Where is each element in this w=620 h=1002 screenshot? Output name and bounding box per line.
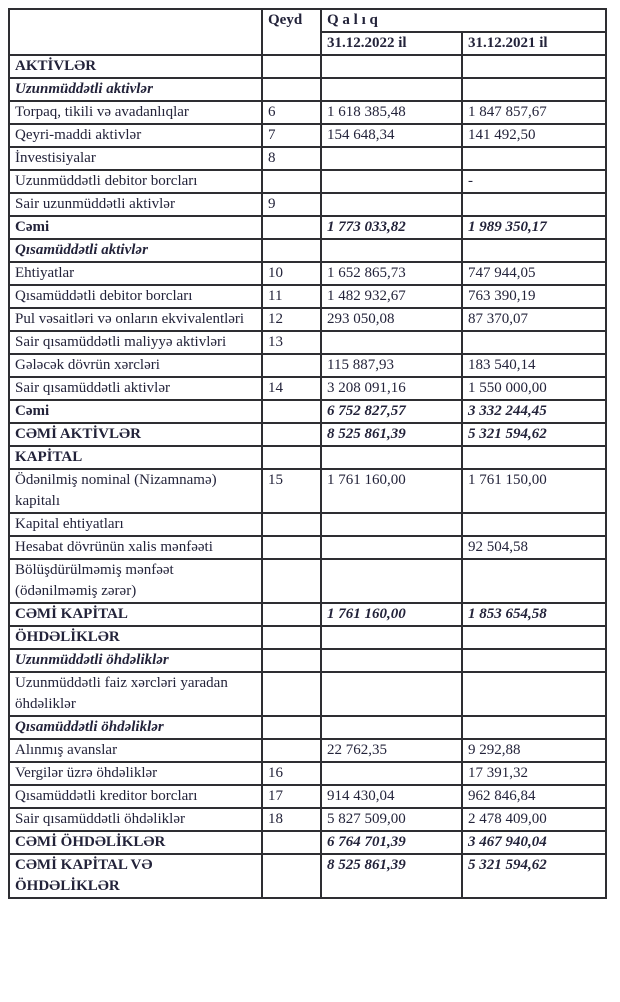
qeyd-cell [262, 536, 321, 559]
value-2021-cell: 5 321 594,62 [462, 854, 606, 898]
value-2022-cell [321, 193, 462, 216]
table-row [9, 672, 606, 716]
value-2022-cell: 1 482 932,67 [321, 285, 462, 308]
value-2021-cell: 141 492,50 [462, 124, 606, 147]
row-label-cell: ÖHDƏLİKLƏR [9, 626, 262, 649]
qeyd-cell: 9 [262, 193, 321, 216]
table-row [9, 331, 606, 354]
value-2022-cell: 6 764 701,39 [321, 831, 462, 854]
qeyd-cell [262, 649, 321, 672]
column-header-2021: 31.12.2021 il [462, 32, 606, 55]
row-label-cell: Sair qısamüddətli öhdəliklər [9, 808, 262, 831]
value-2022-cell: 1 761 160,00 [321, 603, 462, 626]
value-2021-cell [462, 513, 606, 536]
qeyd-cell: 18 [262, 808, 321, 831]
value-2021-cell: 92 504,58 [462, 536, 606, 559]
row-label-cell: CƏMİ ÖHDƏLİKLƏR [9, 831, 262, 854]
table-row [9, 124, 606, 147]
row-label-cell: CƏMİ KAPİTAL [9, 603, 262, 626]
value-2022-cell: 3 208 091,16 [321, 377, 462, 400]
row-label-cell: Torpaq, tikili və avadanlıqlar [9, 101, 262, 124]
value-2022-cell [321, 239, 462, 262]
qeyd-cell [262, 672, 321, 716]
table-row [9, 716, 606, 739]
row-label-cell: Qısamüddətli kreditor borcları [9, 785, 262, 808]
qeyd-cell [262, 170, 321, 193]
value-2021-cell [462, 626, 606, 649]
table-row [9, 170, 606, 193]
value-2022-cell: 154 648,34 [321, 124, 462, 147]
qeyd-cell [262, 716, 321, 739]
value-2021-cell: 962 846,84 [462, 785, 606, 808]
value-2021-cell [462, 672, 606, 716]
qeyd-cell: 11 [262, 285, 321, 308]
qeyd-cell: 14 [262, 377, 321, 400]
qeyd-cell [262, 423, 321, 446]
row-label-cell: Cəmi [9, 216, 262, 239]
table-row [9, 147, 606, 170]
value-2021-cell [462, 716, 606, 739]
value-2021-cell: 1 550 000,00 [462, 377, 606, 400]
table-row [9, 513, 606, 536]
table-row [9, 377, 606, 400]
value-2021-cell: 1 989 350,17 [462, 216, 606, 239]
qeyd-column-header: Qeyd [262, 9, 321, 55]
table-row [9, 78, 606, 101]
table-row [9, 536, 606, 559]
value-2022-cell [321, 559, 462, 603]
qeyd-cell: 12 [262, 308, 321, 331]
qeyd-cell [262, 603, 321, 626]
value-2022-cell [321, 536, 462, 559]
qeyd-cell [262, 55, 321, 78]
row-label-cell: Pul vəsaitləri və onların ekvivalentləri [9, 308, 262, 331]
qeyd-cell [262, 400, 321, 423]
balance-sheet-table [8, 8, 607, 899]
value-2021-cell: 3 467 940,04 [462, 831, 606, 854]
value-2022-cell: 1 618 385,48 [321, 101, 462, 124]
value-2021-cell: 9 292,88 [462, 739, 606, 762]
value-2022-cell [321, 626, 462, 649]
row-label-cell: Qısamüddətli debitor borcları [9, 285, 262, 308]
row-label-cell: CƏMİ AKTİVLƏR [9, 423, 262, 446]
table-row [9, 101, 606, 124]
row-label-cell: Uzunmüddətli aktivlər [9, 78, 262, 101]
row-label-cell: Sair qısamüddətli aktivlər [9, 377, 262, 400]
row-label-cell: Uzunmüddətli debitor borcları [9, 170, 262, 193]
value-2021-cell: 763 390,19 [462, 285, 606, 308]
row-label-cell: Kapital ehtiyatları [9, 513, 262, 536]
value-2021-cell [462, 559, 606, 603]
table-row [9, 762, 606, 785]
qeyd-cell [262, 446, 321, 469]
value-2021-cell: 1 847 857,67 [462, 101, 606, 124]
table-row [9, 559, 606, 603]
value-2021-cell: 3 332 244,45 [462, 400, 606, 423]
row-label-cell: Qısamüddətli öhdəliklər [9, 716, 262, 739]
header-row-1 [9, 9, 606, 32]
row-label-cell: Cəmi [9, 400, 262, 423]
value-2022-cell: 5 827 509,00 [321, 808, 462, 831]
qeyd-cell [262, 216, 321, 239]
row-label-cell: İnvestisiyalar [9, 147, 262, 170]
column-header-2022: 31.12.2022 il [321, 32, 462, 55]
value-2022-cell [321, 649, 462, 672]
value-2021-cell: 1 853 654,58 [462, 603, 606, 626]
row-label-cell: Qısamüddətli aktivlər [9, 239, 262, 262]
value-2022-cell: 1 761 160,00 [321, 469, 462, 513]
row-label-cell: KAPİTAL [9, 446, 262, 469]
value-2021-cell: 747 944,05 [462, 262, 606, 285]
value-2021-cell [462, 78, 606, 101]
value-2022-cell [321, 672, 462, 716]
table-row [9, 354, 606, 377]
value-2021-cell [462, 147, 606, 170]
qeyd-cell: 10 [262, 262, 321, 285]
value-2022-cell: 1 652 865,73 [321, 262, 462, 285]
value-2021-cell: 1 761 150,00 [462, 469, 606, 513]
table-row [9, 285, 606, 308]
table-row [9, 854, 606, 898]
table-row [9, 216, 606, 239]
qeyd-cell [262, 559, 321, 603]
qeyd-cell: 15 [262, 469, 321, 513]
row-label-cell: Ödənilmiş nominal (Nizamnamə) kapitalı [9, 469, 262, 513]
table-row [9, 446, 606, 469]
value-2021-cell [462, 239, 606, 262]
table-row [9, 55, 606, 78]
value-2022-cell: 8 525 861,39 [321, 423, 462, 446]
value-2021-cell [462, 55, 606, 78]
value-2022-cell: 293 050,08 [321, 308, 462, 331]
table-row [9, 469, 606, 513]
table-row [9, 831, 606, 854]
value-2022-cell: 8 525 861,39 [321, 854, 462, 898]
qeyd-cell [262, 513, 321, 536]
row-label-cell: Uzunmüddətli öhdəliklər [9, 649, 262, 672]
table-header [9, 9, 606, 55]
row-label-cell: Alınmış avanslar [9, 739, 262, 762]
corner-cell [9, 9, 262, 55]
value-2022-cell [321, 762, 462, 785]
qeyd-cell: 16 [262, 762, 321, 785]
qaliq-column-group-header: Q a l ı q [321, 9, 606, 32]
value-2021-cell [462, 649, 606, 672]
table-row [9, 626, 606, 649]
qeyd-cell [262, 626, 321, 649]
value-2022-cell [321, 147, 462, 170]
row-label-cell: Hesabat dövrünün xalis mənfəəti [9, 536, 262, 559]
table-row [9, 193, 606, 216]
qeyd-cell [262, 854, 321, 898]
value-2022-cell: 6 752 827,57 [321, 400, 462, 423]
value-2021-cell: 87 370,07 [462, 308, 606, 331]
value-2022-cell [321, 170, 462, 193]
row-label-cell: Sair qısamüddətli maliyyə aktivləri [9, 331, 262, 354]
value-2021-cell [462, 193, 606, 216]
value-2021-cell: - [462, 170, 606, 193]
qeyd-cell: 8 [262, 147, 321, 170]
row-label-cell: Bölüşdürülməmiş mənfəət (ödənilməmiş zərər) [9, 559, 262, 603]
row-label-cell: Gələcək dövrün xərcləri [9, 354, 262, 377]
table-body [9, 55, 606, 898]
table-row [9, 603, 606, 626]
value-2021-cell: 5 321 594,62 [462, 423, 606, 446]
qeyd-cell: 13 [262, 331, 321, 354]
row-label-cell: Sair uzunmüddətli aktivlər [9, 193, 262, 216]
row-label-cell: AKTİVLƏR [9, 55, 262, 78]
qeyd-cell [262, 354, 321, 377]
qeyd-cell: 17 [262, 785, 321, 808]
row-label-cell: Uzunmüddətli faiz xərcləri yaradan öhdəliklər [9, 672, 262, 716]
value-2021-cell: 17 391,32 [462, 762, 606, 785]
table-row [9, 785, 606, 808]
table-row [9, 423, 606, 446]
value-2021-cell [462, 446, 606, 469]
value-2022-cell: 22 762,35 [321, 739, 462, 762]
qeyd-cell [262, 78, 321, 101]
qeyd-cell [262, 831, 321, 854]
table-row [9, 308, 606, 331]
table-row [9, 739, 606, 762]
value-2022-cell [321, 331, 462, 354]
table-row [9, 649, 606, 672]
value-2022-cell: 1 773 033,82 [321, 216, 462, 239]
value-2022-cell [321, 513, 462, 536]
row-label-cell: CƏMİ KAPİTAL VƏ ÖHDƏLİKLƏR [9, 854, 262, 898]
qeyd-cell [262, 239, 321, 262]
table-row [9, 400, 606, 423]
value-2022-cell [321, 78, 462, 101]
table-row [9, 808, 606, 831]
row-label-cell: Qeyri-maddi aktivlər [9, 124, 262, 147]
table-row [9, 262, 606, 285]
table-row [9, 239, 606, 262]
value-2022-cell [321, 55, 462, 78]
row-label-cell: Vergilər üzrə öhdəliklər [9, 762, 262, 785]
value-2021-cell: 2 478 409,00 [462, 808, 606, 831]
qeyd-cell: 7 [262, 124, 321, 147]
qeyd-cell: 6 [262, 101, 321, 124]
value-2022-cell [321, 446, 462, 469]
value-2021-cell [462, 331, 606, 354]
value-2022-cell [321, 716, 462, 739]
value-2021-cell: 183 540,14 [462, 354, 606, 377]
qeyd-cell [262, 739, 321, 762]
value-2022-cell: 115 887,93 [321, 354, 462, 377]
value-2022-cell: 914 430,04 [321, 785, 462, 808]
row-label-cell: Ehtiyatlar [9, 262, 262, 285]
